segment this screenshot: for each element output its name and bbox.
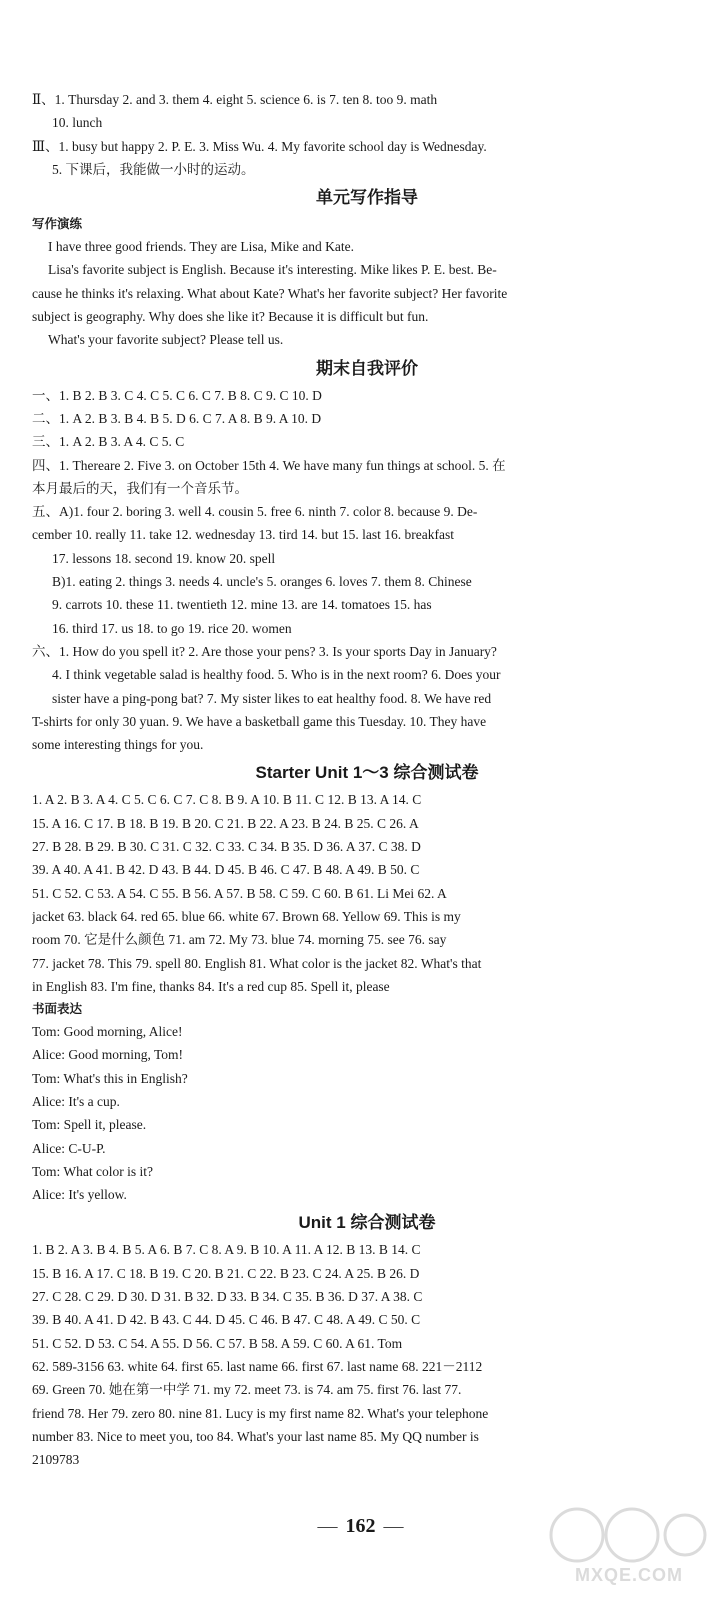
- text-line: number 83. Nice to meet you, too 84. What's your last name 85. My QQ number is: [32, 1428, 479, 1444]
- text-line: cause he thinks it's relaxing. What about Kate? What's her favorite subject? Her favorite: [32, 285, 508, 301]
- section-title: Starter Unit 1～3 综合测试卷: [255, 763, 479, 783]
- part3-section: [32, 135, 702, 182]
- text-line: I have three good friends. They are Lisa, Mike and Kate.: [48, 239, 355, 255]
- text-line: 9. carrots 10. these 11. twentieth 12. mine 13. are 14. tomatoes 15. has: [52, 597, 432, 613]
- dialog-line: Alice: C-U-P.: [32, 1140, 106, 1156]
- text-line: 本月最后的天，我们有一个音乐节。: [32, 480, 248, 496]
- text-line: some interesting things for you.: [32, 737, 204, 753]
- text-line: 16. third 17. us 18. to go 19. rice 20. women: [52, 620, 292, 636]
- section-title: 单元写作指导: [316, 188, 418, 208]
- text-line: 51. C 52. C 53. A 54. C 55. B 56. A 57. B 58. C 59. C 60. B 61. Li Mei 62. A: [32, 885, 447, 901]
- text-line: 62. 589-3156 63. white 64. first 65. last name 66. first 67. last name 68. 221－2112: [32, 1358, 483, 1374]
- final-section: [32, 354, 702, 757]
- text-line: 六、1. How do you spell it? 2. Are those your pens? 3. Is your sports Day in January?: [32, 643, 497, 659]
- watermark-stamp-icon: [537, 1500, 707, 1570]
- text-line: cember 10. really 11. take 12. wednesday 13. tird 14. but 15. last 16. breakfast: [32, 527, 455, 543]
- text-line: 51. C 52. D 53. C 54. A 55. D 56. C 57. B 58. A 59. C 60. A 61. Tom: [32, 1335, 403, 1351]
- text-line: 5. 下课后，我能做一小时的运动。: [52, 161, 255, 177]
- section-subtitle: 书面表达: [32, 1001, 83, 1017]
- text-line: 27. C 28. C 29. D 30. D 31. B 32. D 33. B 34. C 35. B 36. D 37. A 38. C: [32, 1289, 423, 1305]
- text-line: 二、1. A 2. B 3. B 4. B 5. D 6. C 7. A 8. B 9. A 10. D: [32, 410, 322, 426]
- text-line: subject is geography. Why does she like it? Because it is difficult but fun.: [32, 309, 429, 325]
- text-line: Lisa's favorite subject is English. Because it's interesting. Mike likes P. E. best. Be-: [48, 262, 497, 278]
- watermark-text: MXQE.COM: [575, 1565, 684, 1585]
- text-line: 2109783: [32, 1452, 80, 1468]
- dialog-line: Alice: It's yellow.: [32, 1187, 127, 1203]
- dialog-line: Tom: Spell it, please.: [32, 1117, 147, 1133]
- dialog-line: Alice: It's a cup.: [32, 1093, 120, 1109]
- text-line: Ⅲ、1. busy but happy 2. P. E. 3. Miss Wu. 4. My favorite school day is Wednesday.: [32, 138, 487, 154]
- dash-left-icon: —: [317, 1515, 338, 1537]
- text-line: 1. B 2. A 3. B 4. B 5. A 6. B 7. C 8. A 9. B 10. A 11. A 12. B 13. B 14. C: [32, 1242, 421, 1258]
- text-line: 69. Green 70. 她在第一中学 71. my 72. meet 73. is 74. am 75. first 76. last 77.: [32, 1382, 462, 1398]
- starter-section: [32, 758, 702, 1206]
- writing-section: [32, 183, 702, 351]
- text-line: room 70. 它是什么颜色 71. am 72. My 73. blue 74. morning 75. see 76. say: [32, 932, 447, 948]
- text-line: jacket 63. black 64. red 65. blue 66. white 67. Brown 68. Yellow 69. This is my: [32, 908, 461, 924]
- text-line: 10. lunch: [52, 115, 103, 131]
- text-line: friend 78. Her 79. zero 80. nine 81. Lucy is my first name 82. What's your telephone: [32, 1405, 489, 1421]
- dialog-line: Tom: What color is it?: [32, 1163, 154, 1179]
- unit1-section: [32, 1208, 702, 1471]
- text-line: 三、1. A 2. B 3. A 4. C 5. C: [32, 434, 185, 450]
- text-line: 77. jacket 78. This 79. spell 80. English 81. What color is the jacket 82. What's that: [32, 955, 482, 971]
- section-title: 期末自我评价: [316, 358, 418, 378]
- dialog-line: Tom: Good morning, Alice!: [32, 1024, 183, 1040]
- text-line: 17. lessons 18. second 19. know 20. spell: [52, 550, 276, 566]
- text-line: 39. A 40. A 41. B 42. D 43. B 44. D 45. B 46. C 47. B 48. A 49. B 50. C: [32, 862, 420, 878]
- text-line: 15. A 16. C 17. B 18. B 19. B 20. C 21. B 22. A 23. B 24. B 25. C 26. A: [32, 815, 419, 831]
- text-line: 27. B 28. B 29. B 30. C 31. C 32. C 33. C 34. B 35. D 36. A 37. C 38. D: [32, 839, 421, 855]
- text-line: 15. B 16. A 17. C 18. B 19. C 20. B 21. C 22. B 23. C 24. A 25. B 26. D: [32, 1265, 420, 1281]
- section-title: Unit 1 综合测试卷: [298, 1213, 436, 1233]
- dialog-line: Tom: What's this in English?: [32, 1070, 188, 1086]
- watermark-logo: [537, 1500, 707, 1590]
- text-line: What's your favorite subject? Please tell us.: [48, 332, 284, 348]
- page-number-value: 162: [345, 1515, 376, 1537]
- dialog-line: Alice: Good morning, Tom!: [32, 1047, 184, 1063]
- text-line: in English 83. I'm fine, thanks 84. It's a red cup 85. Spell it, please: [32, 978, 390, 994]
- text-line: 一、1. B 2. B 3. C 4. C 5. C 6. C 7. B 8. C 9. C 10. D: [32, 387, 322, 403]
- part2-section: [32, 88, 702, 135]
- text-line: Ⅱ、1. Thursday 2. and 3. them 4. eight 5. science 6. is 7. ten 8. too 9. math: [32, 92, 438, 107]
- section-subtitle: 写作演练: [32, 216, 83, 232]
- text-line: 四、1. Thereare 2. Five 3. on October 15th 4. We have many fun things at school. 5. 在: [32, 457, 506, 473]
- text-line: 1. A 2. B 3. A 4. C 5. C 6. C 7. C 8. B 9. A 10. B 11. C 12. B 13. A 14. C: [32, 792, 422, 808]
- text-line: T-shirts for only 30 yuan. 9. We have a basketball game this Tuesday. 10. They have: [32, 713, 487, 729]
- answer-page: [32, 88, 702, 1471]
- dash-right-icon: —: [383, 1515, 404, 1537]
- text-line: 五、A)1. four 2. boring 3. well 4. cousin 5. free 6. ninth 7. color 8. because 9. De-: [32, 504, 478, 520]
- text-line: sister have a ping-pong bat? 7. My sister likes to eat healthy food. 8. We have red: [52, 690, 492, 706]
- text-line: B)1. eating 2. things 3. needs 4. uncle's 5. oranges 6. loves 7. them 8. Chinese: [52, 574, 472, 590]
- text-line: 4. I think vegetable salad is healthy food. 5. Who is in the next room? 6. Does your: [52, 667, 501, 683]
- text-line: 39. B 40. A 41. D 42. B 43. C 44. D 45. C 46. B 47. C 48. A 49. C 50. C: [32, 1312, 421, 1328]
